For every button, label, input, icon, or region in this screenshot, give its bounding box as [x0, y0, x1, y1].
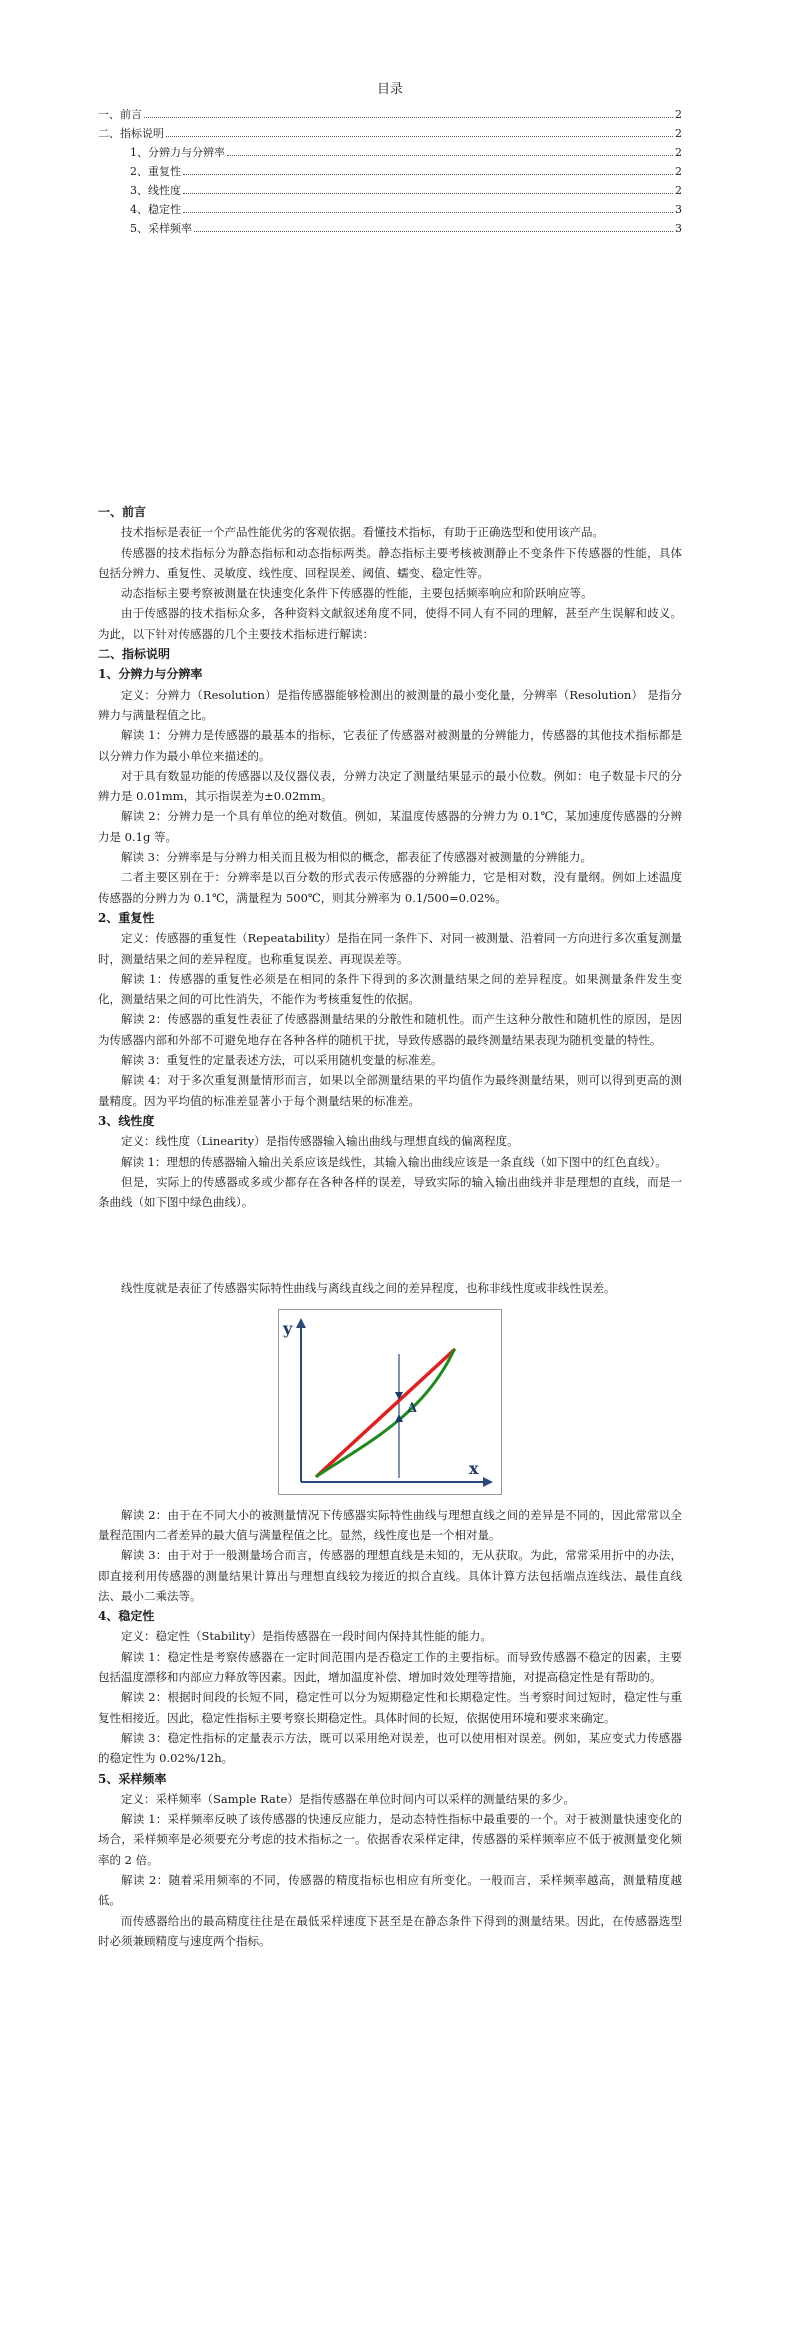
subsection-heading: 1、分辨力与分辨率 — [98, 667, 203, 682]
paragraph: 但是，实际上的传感器或多或少都存在各种各样的误差，导致实际的输入输出曲线并非是理想的直线，而是一条曲线（如下图中绿色曲线）。 — [98, 1174, 682, 1210]
toc-entry-label: 一、前言 — [98, 108, 142, 121]
linearity-diagram — [278, 1309, 502, 1495]
toc-entry-label: 1、分辨力与分辨率 — [130, 146, 225, 159]
paragraph: 解读 2：由于在不同大小的被测量情况下传感器实际特性曲线与理想直线之间的差异是不同的，因此常常以全量程范围内二者差异的最大值与满量程值之比。显然，线性度也是一个相对量。 — [98, 1507, 682, 1542]
toc-page-number: 2 — [675, 184, 682, 197]
toc-leader-dots — [227, 155, 673, 156]
paragraph: 二者主要区别在于：分辨率是以百分数的形式表示传感器的分辨能力，它是相对数，没有量纲。例如上述温度传感器的分辨力为 0.1℃，满量程为 500℃，则其分辨率为 0.1/500=0.02%。 — [98, 870, 682, 905]
toc-entry[interactable] — [98, 201, 682, 220]
paragraph: 解读 1：分辨力是传感器的最基本的指标，它表征了传感器对被测量的分辨能力，传感器的其他技术指标都是以分辨力作为最小单位来描述的。 — [98, 728, 682, 763]
paragraph: 技术指标是表征一个产品性能优劣的客观依据。看懂技术指标，有助于正确选型和使用该产品。 — [121, 525, 604, 540]
subsection-heading: 2、重复性 — [98, 910, 155, 925]
paragraph: 线性度就是表征了传感器实际特性曲线与离线直线之间的差异程度，也称非线性度或非线性误差。 — [121, 1281, 616, 1296]
toc-leader-dots — [144, 117, 673, 118]
x-axis-arrow-icon — [483, 1477, 493, 1487]
delta-label: Δ — [407, 1400, 418, 1416]
toc-page-number: 2 — [675, 127, 682, 140]
toc-page-number: 2 — [675, 146, 682, 159]
table-of-contents — [98, 78, 682, 239]
paragraph: 定义：采样频率（Sample Rate）是指传感器在单位时间内可以采样的测量结果的多少。 — [121, 1791, 575, 1806]
section-heading: 二、指标说明 — [98, 647, 171, 662]
paragraph: 传感器的技术指标分为静态指标和动态指标两类。静态指标主要考核被测静止不变条件下传感器的性能，具体包括分辨力、重复性、灵敏度、线性度、回程误差、阈值、蠕变、稳定性等。 — [98, 545, 682, 580]
subsection-heading: 3、线性度 — [98, 1113, 155, 1128]
blank-space — [98, 1212, 682, 1278]
toc-list — [98, 106, 682, 239]
paragraph: 解读 2：传感器的重复性表征了传感器测量结果的分散性和随机性。而产生这种分散性和随机性的原因，是因为传感器内部和外部不可避免地存在各种各样的随机干扰，导致传感器的最终测量结果表现为随机变量的特性。 — [98, 1012, 682, 1047]
paragraph: 解读 3：稳定性指标的定量表示方法，既可以采用绝对误差，也可以使用相对误差。例如，某应变式力传感器的稳定性为 0.02%/12h。 — [98, 1730, 682, 1766]
paragraph: 定义：稳定性（Stability）是指传感器在一段时间内保持其性能的能力。 — [121, 1629, 492, 1644]
paragraph: 解读 1：采样频率反映了该传感器的快速反应能力，是动态特性指标中最重要的一个。对于被测量快速变化的场合，采样频率是必须要充分考虑的技术指标之一。依据香农采样定律，传感器的采样频率应不低于被测量变化频率的 2 倍。 — [98, 1812, 682, 1867]
paragraph: 由于传感器的技术指标众多，各种资料文献叙述角度不同，使得不同人有不同的理解，甚至产生误解和歧义。为此，以下针对传感器的几个主要技术指标进行解读： — [98, 606, 682, 641]
paragraph: 解读 2：根据时间段的长短不同，稳定性可以分为短期稳定性和长期稳定性。当考察时间过短时，稳定性与重复性相接近。因此，稳定性指标主要考察长期稳定性。具体时间的长短，依据使用环境和要求来确定。 — [98, 1690, 682, 1725]
y-axis-arrow-icon — [296, 1318, 306, 1328]
toc-title: 目录 — [376, 82, 403, 97]
paragraph: 动态指标主要考察被测量在快速变化条件下传感器的性能，主要包括频率响应和阶跃响应等。 — [121, 586, 593, 601]
toc-leader-dots — [194, 231, 673, 232]
toc-entry[interactable] — [98, 163, 682, 182]
toc-entry[interactable] — [98, 106, 682, 125]
paragraph: 定义：分辨力（Resolution）是指传感器能够检测出的被测量的最小变化量，分辨率（Resolution） 是指分辨力与满量程值之比。 — [98, 687, 682, 722]
y-axis-label: y — [283, 1318, 293, 1338]
x-axis-label: x — [469, 1458, 479, 1478]
subsection-heading: 5、采样频率 — [98, 1771, 167, 1786]
toc-page-number: 3 — [675, 222, 682, 235]
paragraph: 解读 1：稳定性是考察传感器在一定时间范围内是否稳定工作的主要指标。而导致传感器不稳定的因素，主要包括温度漂移和内部应力释放等因素。因此，增加温度补偿、增加时效处理等措施，对提高稳定性是有帮助的。 — [98, 1649, 682, 1685]
toc-page-number: 3 — [675, 203, 682, 216]
section-heading: 一、前言 — [98, 505, 147, 519]
toc-leader-dots — [166, 136, 673, 137]
paragraph: 解读 1：理想的传感器输入输出关系应该是线性，其输入输出曲线应该是一条直线（如下图中的红色直线）。 — [121, 1154, 667, 1169]
paragraph: 解读 2：分辨力是一个具有单位的绝对数值。例如，某温度传感器的分辨力为 0.1℃，某加速度传感器的分辨力是 0.1g 等。 — [98, 809, 682, 844]
paragraph: 对于具有数显功能的传感器以及仪器仪表，分辨力决定了测量结果显示的最小位数。例如：电子数显卡尺的分辨力是 0.01mm，其示指误差为±0.02mm。 — [98, 768, 682, 804]
paragraph: 而传感器给出的最高精度往往是在最低采样速度下甚至是在静态条件下得到的测量结果。因此，在传感器选型时必须兼顾精度与速度两个指标。 — [98, 1913, 682, 1948]
toc-leader-dots — [183, 174, 673, 175]
toc-leader-dots — [183, 212, 673, 213]
subsection-heading: 4、稳定性 — [98, 1609, 155, 1624]
toc-leader-dots — [183, 193, 673, 194]
toc-entry-label: 2、重复性 — [130, 165, 181, 178]
paragraph: 解读 3：由于对于一般测量场合而言，传感器的理想直线是未知的，无从获取。为此，常常采用折中的办法，即直接利用传感器的测量结果计算出与理想直线较为接近的拟合直线。具体计算方法包括端点连线法、最佳直线法、最小二乘法等。 — [98, 1548, 682, 1603]
toc-entry[interactable] — [98, 125, 682, 144]
toc-entry[interactable] — [98, 220, 682, 239]
ideal-straight-line — [317, 1350, 454, 1476]
paragraph: 解读 1：传感器的重复性必须是在相同的条件下得到的多次测量结果之间的差异程度。如果测量条件发生变化，测量结果之间的可比性消失，不能作为考核重复性的依据。 — [98, 971, 682, 1007]
paragraph: 定义：线性度（Linearity）是指传感器输入输出曲线与理想直线的偏离程度。 — [121, 1134, 519, 1149]
paragraph: 解读 3：重复性的定量表述方法，可以采用随机变量的标准差。 — [121, 1053, 443, 1068]
toc-entry-label: 3、线性度 — [130, 184, 181, 197]
paragraph: 定义：传感器的重复性（Repeatability）是指在同一条件下、对同一被测量、沿着同一方向进行多次重复测量时，测量结果之间的差异程度。也称重复误差、再现误差等。 — [98, 931, 682, 966]
paragraph: 解读 4：对于多次重复测量情形而言，如果以全部测量结果的平均值作为最终测量结果，则可以得到更高的测量精度。因为平均值的标准差显著小于每个测量结果的标准差。 — [98, 1073, 682, 1108]
toc-entry-label: 4、稳定性 — [130, 203, 181, 216]
toc-entry[interactable] — [98, 144, 682, 163]
toc-page-number: 2 — [675, 108, 682, 121]
toc-entry-label: 5、采样频率 — [130, 222, 192, 235]
toc-entry[interactable] — [98, 182, 682, 201]
linearity-figure — [98, 1309, 682, 1495]
paragraph: 解读 3：分辨率是与分辨力相关而且极为相似的概念，都表征了传感器对被测量的分辨能力。 — [121, 850, 592, 865]
toc-entry-label: 二、指标说明 — [98, 127, 164, 140]
paragraph: 解读 2：随着采用频率的不同，传感器的精度指标也相应有所变化。一般而言，采样频率越高，测量精度越低。 — [98, 1873, 682, 1908]
document-body — [98, 502, 682, 1951]
toc-page-number: 2 — [675, 165, 682, 178]
